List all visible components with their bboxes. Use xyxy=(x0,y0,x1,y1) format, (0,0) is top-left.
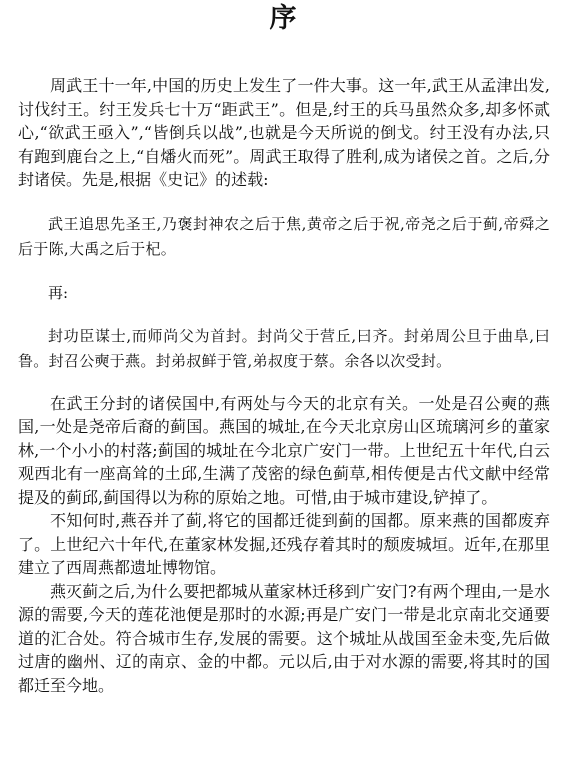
page-title: 序 xyxy=(269,3,299,34)
paragraph-4: 燕灭蓟之后,为什么要把都城从董家林迁移到广安门?有两个理由,一是水源的需要,今天的莲花池便是那时的水源;再是广安门一带是北京南北交通要道的汇合处。符合城市生存,发展的需要。这个城址从战国至金未变,先后做过唐的幽州、辽的南京、金的中都。元以后,由于对水源的需要,将其时的国都迁至今地。 xyxy=(18,581,550,695)
paragraph-2: 在武王分封的诸侯国中,有两处与今天的北京有关。一处是召公奭的燕国,一处是尧帝后裔的蓟国。燕国的城址,在今天北京房山区琉璃河乡的董家林,一个小小的村落;蓟国的城址在今北京广安门一带。上世纪五十年代,白云观西北有一座高耸的土邱,生满了茂密的绿色蓟草,相传便是古代文献中经常提及的蓟邱,蓟国得以为称的原始之地。可惜,由于城市建设,铲掉了。 xyxy=(18,393,550,507)
paragraph-3: 不知何时,燕吞并了蓟,将它的国都迁徙到蓟的国都。原来燕的国都废弃了。上世纪六十年代,在董家林发掘,还残存着其时的颓废城垣。近年,在那里建立了西周燕都遗址博物馆。 xyxy=(18,511,550,577)
quotation-2: 封功臣谋士,而师尚父为首封。封尚父于营丘,曰齐。封弟周公旦于曲阜,曰鲁。封召公奭于燕。封弟叔鲜于管,弟叔度于蔡。余各以次受封。 xyxy=(18,326,550,370)
paragraph-again: 再: xyxy=(48,283,69,302)
paragraph-1: 周武王十一年,中国的历史上发生了一件大事。这一年,武王从孟津出发,讨伐纣王。纣王发兵七十万“距武王”。但是,纣王的兵马虽然众多,却多怀贰心,“欲武王亟入”,“皆倒兵以战”,也就是今天所说的倒戈。纣王没有办法,只有跑到鹿台之上,“自燔火而死”。周武王取得了胜利,成为诸侯之首。之后,分封诸侯。先是,根据《史记》的述载: xyxy=(18,76,550,189)
quotation-1: 武王追思先圣王,乃褒封神农之后于焦,黄帝之后于祝,帝尧之后于蓟,帝舜之后于陈,大禹之后于杞。 xyxy=(18,214,550,258)
